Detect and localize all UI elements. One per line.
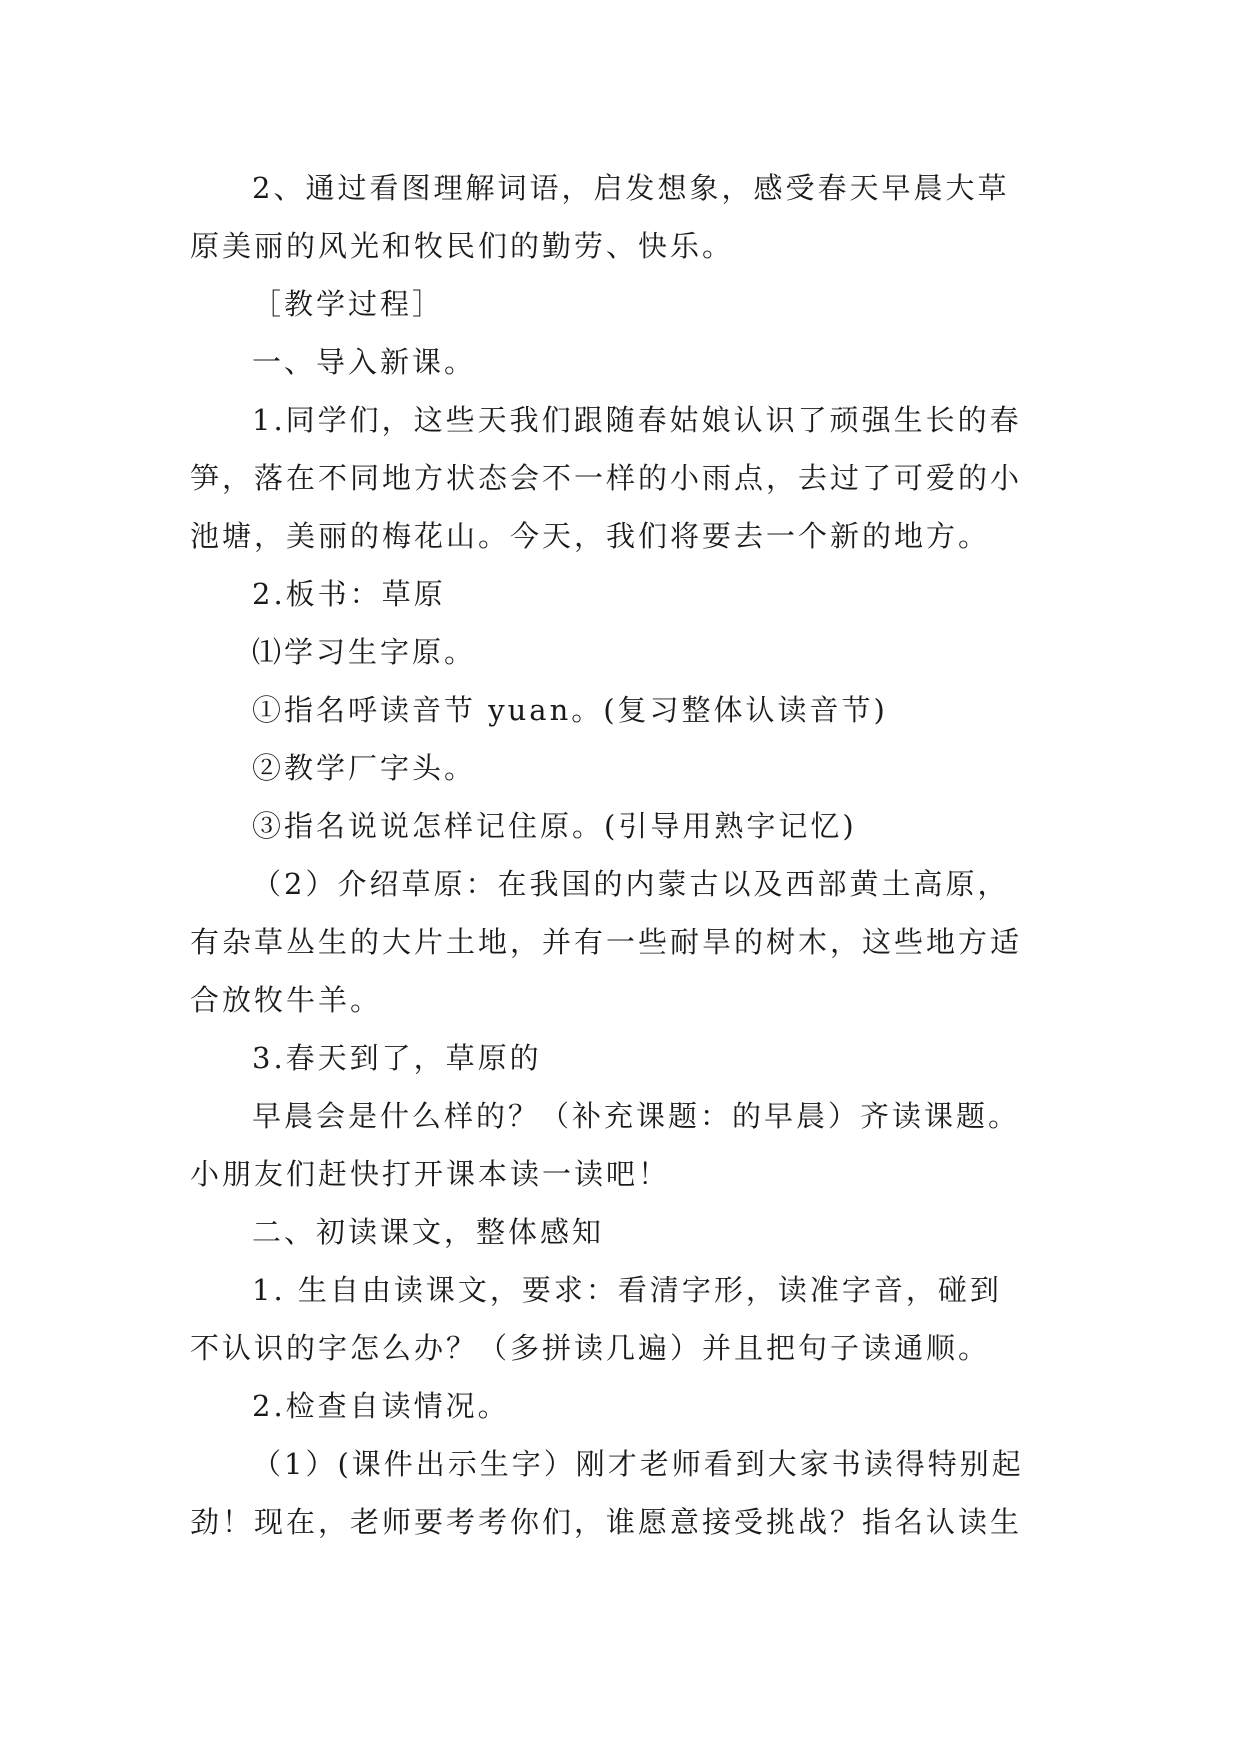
section-heading: 二、初读课文，整体感知 <box>252 1215 605 1249</box>
paragraph-line: 2.板书：草原 <box>252 577 446 611</box>
paragraph-line: ①指名呼读音节 yuan。(复习整体认读音节) <box>252 693 888 727</box>
paragraph-line: 1.同学们，这些天我们跟随春姑娘认识了顽强生长的春 <box>252 403 1022 437</box>
paragraph-line: 不认识的字怎么办？（多拼读几遍）并且把句子读通顺。 <box>190 1331 991 1365</box>
paragraph-line: （1）(课件出示生字）刚才老师看到大家书读得特别起 <box>252 1447 1024 1481</box>
paragraph-line: 劲！现在，老师要考考你们，谁愿意接受挑战？指名认读生 <box>190 1505 1023 1539</box>
paragraph-line: ③指名说说怎样记住原。(引导用熟字记忆) <box>252 809 857 843</box>
paragraph-line: 合放牧牛羊。 <box>190 983 383 1017</box>
paragraph-line: ⑴学习生字原。 <box>252 635 477 669</box>
paragraph-line: ②教学厂字头。 <box>252 751 477 785</box>
paragraph-line: 2、通过看图理解词语，启发想象，感受春天早晨大草 <box>252 171 1010 205</box>
paragraph-line: （2）介绍草原：在我国的内蒙古以及西部黄土高原， <box>252 867 1010 901</box>
paragraph-line: 1. 生自由读课文，要求：看清字形，读准字音，碰到 <box>252 1273 1002 1307</box>
paragraph-line: 3.春天到了，草原的 <box>252 1041 542 1075</box>
paragraph-line: 早晨会是什么样的？（补充课题：的早晨）齐读课题。 <box>252 1099 1021 1133</box>
paragraph-line: 小朋友们赶快打开课本读一读吧！ <box>190 1157 671 1191</box>
section-heading: 一、导入新课。 <box>252 345 477 379</box>
paragraph-line: 池塘，美丽的梅花山。今天，我们将要去一个新的地方。 <box>190 519 991 553</box>
paragraph-line: 有杂草丛生的大片土地，并有一些耐旱的树木，这些地方适 <box>190 925 1023 959</box>
paragraph-line: 2.检查自读情况。 <box>252 1389 510 1423</box>
paragraph-line: 原美丽的风光和牧民们的勤劳、快乐。 <box>190 229 735 263</box>
section-heading: ［教学过程］ <box>252 287 445 321</box>
paragraph-line: 笋，落在不同地方状态会不一样的小雨点，去过了可爱的小 <box>190 461 1023 495</box>
